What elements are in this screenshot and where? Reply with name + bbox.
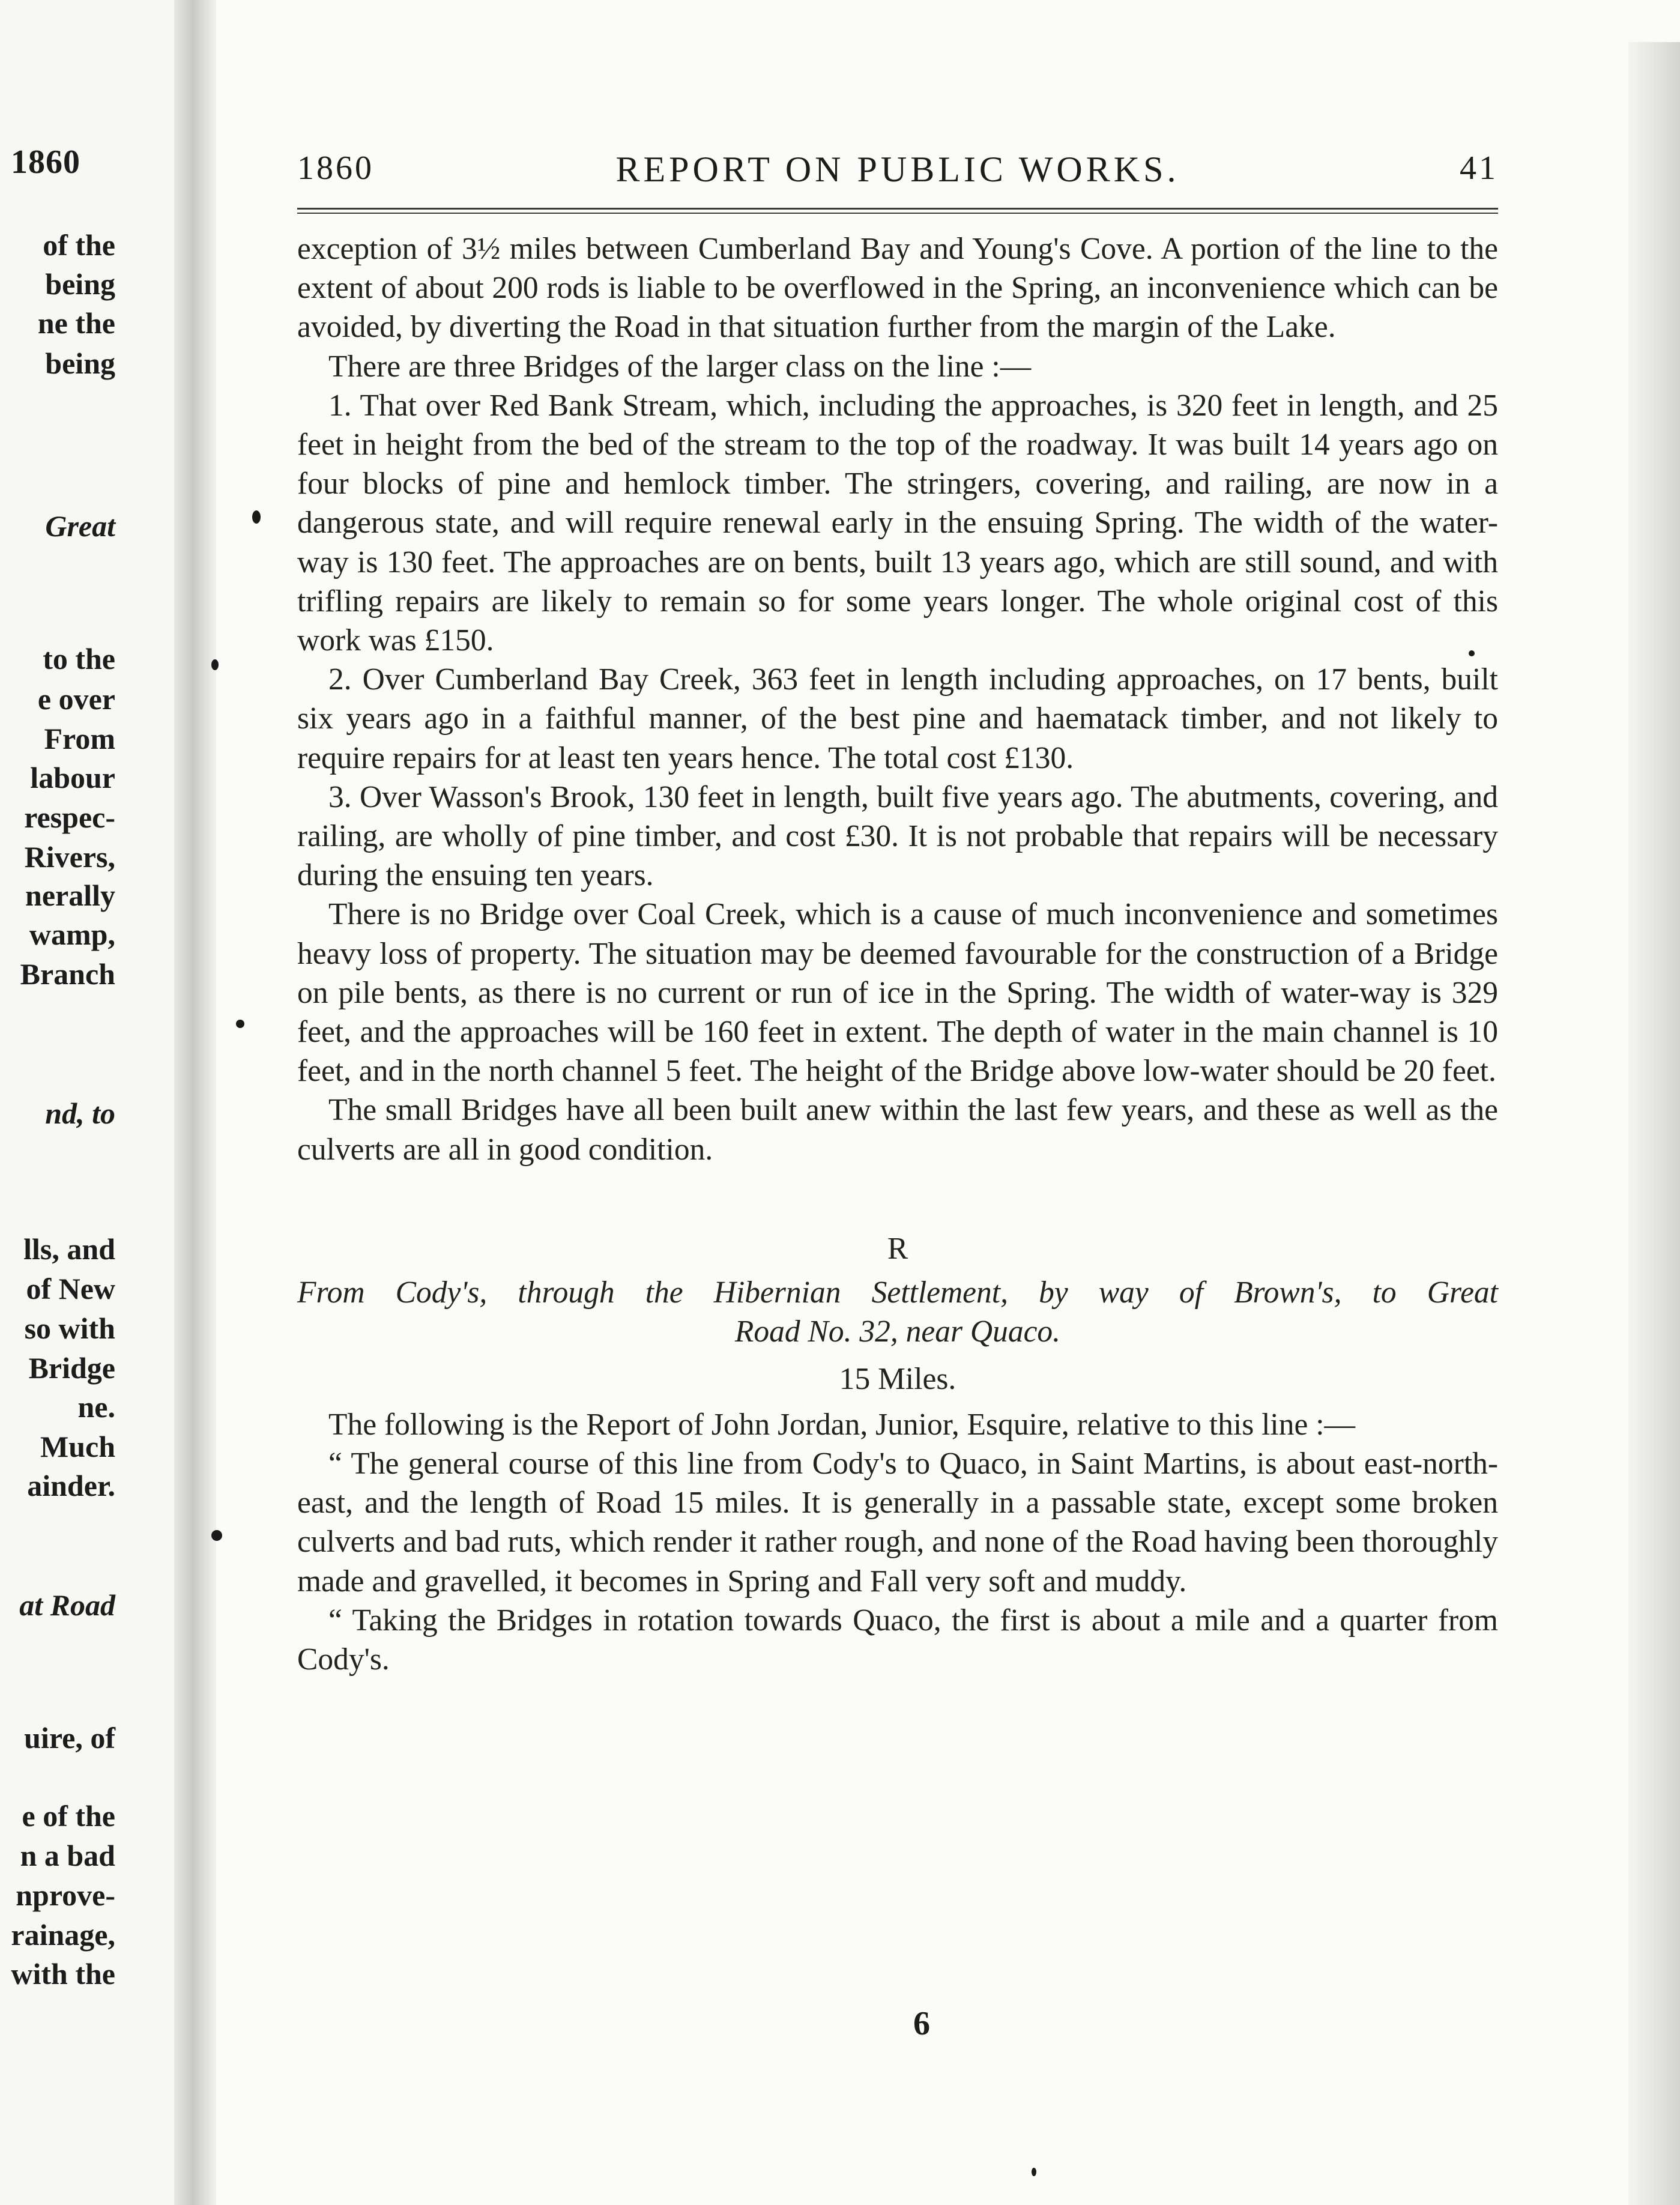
facing-page-line: Branch — [20, 957, 115, 991]
running-head — [297, 149, 1498, 197]
paragraph-6: There is no Bridge over Coal Creek, which is a cause of much inconvenience and sometimes heavy loss of property. The situation may be deemed favourable for the construction of a Bridge on pile bents, as there is no current or run of ice in the Spring. The width of water-way is 329 feet, and the approaches will be 160 feet in extent. The depth of water in the main channel is 10 feet, and in the north channel 5 feet. The height of the Bridge above low-water should be 20 feet. — [297, 897, 1498, 1089]
paragraph-7: The small Bridges have all been built anew within the last few years, and these as well as the culverts are all in good condition. — [297, 1093, 1498, 1167]
facing-page-line: nprove- — [16, 1878, 115, 1912]
ink-speck — [252, 510, 261, 524]
facing-page-line: nd, to — [45, 1096, 115, 1130]
facing-page-line: so with — [24, 1311, 115, 1345]
facing-page-line: From — [44, 722, 115, 755]
ink-speck — [1032, 2168, 1036, 2176]
section-miles: 15 Miles. — [839, 1362, 956, 1397]
paragraph-10: “ Taking the Bridges in rotation towards Quaco, the first is about a mile and a quarter from Cody's. — [297, 1603, 1498, 1677]
facing-page-line: ne. — [77, 1390, 115, 1424]
page-edge — [1628, 42, 1680, 2205]
signature-mark: 6 — [913, 2005, 930, 2042]
facing-page — [0, 0, 186, 2205]
body-text — [297, 229, 1498, 1679]
header-rule — [297, 208, 1498, 214]
facing-page-line: ainder. — [27, 1469, 115, 1502]
header-year: 1860 — [297, 150, 374, 187]
facing-page-line: of New — [26, 1272, 115, 1305]
ink-speck — [211, 659, 219, 670]
facing-page-line: n a bad — [20, 1839, 115, 1872]
facing-page-line: labour — [30, 761, 115, 794]
facing-page-line: e over — [37, 682, 115, 716]
route-line-1: From Cody's, through the Hibernian Settlement, by way of Brown's, to Great — [297, 1275, 1498, 1310]
section-route — [297, 1273, 1498, 1351]
facing-page-line: wamp, — [29, 918, 115, 951]
facing-page-line: uire, of — [24, 1721, 115, 1755]
facing-page-line: Great — [45, 509, 115, 543]
paragraph-4: 2. Over Cumberland Bay Creek, 363 feet in length including approaches, on 17 bents, built six years ago in a faithful manner, of the best pine and haematack timber, and not likely to require repairs for at least ten years hence. The total cost £130. — [297, 662, 1498, 775]
facing-page-line: e of the — [22, 1799, 115, 1833]
facing-page-line: to the — [43, 642, 115, 676]
ink-speck — [211, 1530, 222, 1541]
book-gutter — [174, 0, 216, 2205]
paragraph-1: exception of 3½ miles between Cumberland Bay and Young's Cove. A portion of the line to the extent of about 200 rods is liable to be overflowed in the Spring, an inconvenience which can be avoided, by diverting the Road in that situation further from the margin of the Lake. — [297, 232, 1498, 345]
facing-page-line: with the — [11, 1957, 115, 1991]
facing-page-line: rainage, — [11, 1918, 115, 1952]
facing-page-line: nerally — [25, 879, 115, 912]
facing-page-line: at Road — [19, 1588, 115, 1622]
facing-page-line: being — [45, 346, 115, 380]
section-letter: R — [887, 1231, 908, 1266]
paragraph-5: 3. Over Wasson's Brook, 130 feet in length, built five years ago. The abutments, covering, and railing, are wholly of pine timber, and cost £30. It is not probable that repairs will be necessary during the ensuing ten years. — [297, 779, 1498, 893]
paragraph-3: 1. That over Red Bank Stream, which, including the approaches, is 320 feet in length, and 25 feet in height from the bed of the stream to the top of the roadway. It was built 14 years ago on four blocks of pine and hemlock timber. The stringers, covering, and railing, are now in a dangerous state, and will require renewal early in the ensuing Spring. The width of the water-way is 130 feet. The approaches are on bents, built 13 years ago, which are still sound, and with trifling repairs are likely to remain so for some years longer. The whole original cost of this work was £150. — [297, 388, 1498, 658]
ink-speck — [236, 1020, 244, 1028]
facing-page-line: Rivers, — [24, 840, 115, 874]
facing-page-line: being — [45, 267, 115, 301]
facing-page-line: respec- — [24, 800, 115, 834]
main-page — [216, 0, 1627, 2205]
facing-page-line: Much — [40, 1430, 115, 1463]
header-title: REPORT ON PUBLIC WORKS. — [615, 150, 1180, 189]
page-number: 41 — [1460, 150, 1498, 187]
paragraph-9: “ The general course of this line from Cody's to Quaco, in Saint Martins, is about east-north-east, and the length of Road 15 miles. It is generally in a passable state, except some broken culverts and bad ruts, which render it rather rough, and none of the Road having been thoroughly made and gravelled, it becomes in Spring and Fall very soft and muddy. — [297, 1446, 1498, 1599]
facing-page-line: of the — [43, 228, 115, 262]
route-line-2: Road No. 32, near Quaco. — [734, 1314, 1061, 1349]
facing-page-line: ne the — [37, 306, 115, 340]
ink-speck — [1469, 650, 1475, 656]
paragraph-2: There are three Bridges of the larger class on the line :— — [328, 349, 1032, 384]
paragraph-8: The following is the Report of John Jordan, Junior, Esquire, relative to this line :— — [328, 1407, 1356, 1442]
facing-page-line: Bridge — [28, 1351, 115, 1385]
facing-page-line: lls, and — [23, 1232, 115, 1266]
facing-page-header: 1860 — [11, 144, 80, 181]
